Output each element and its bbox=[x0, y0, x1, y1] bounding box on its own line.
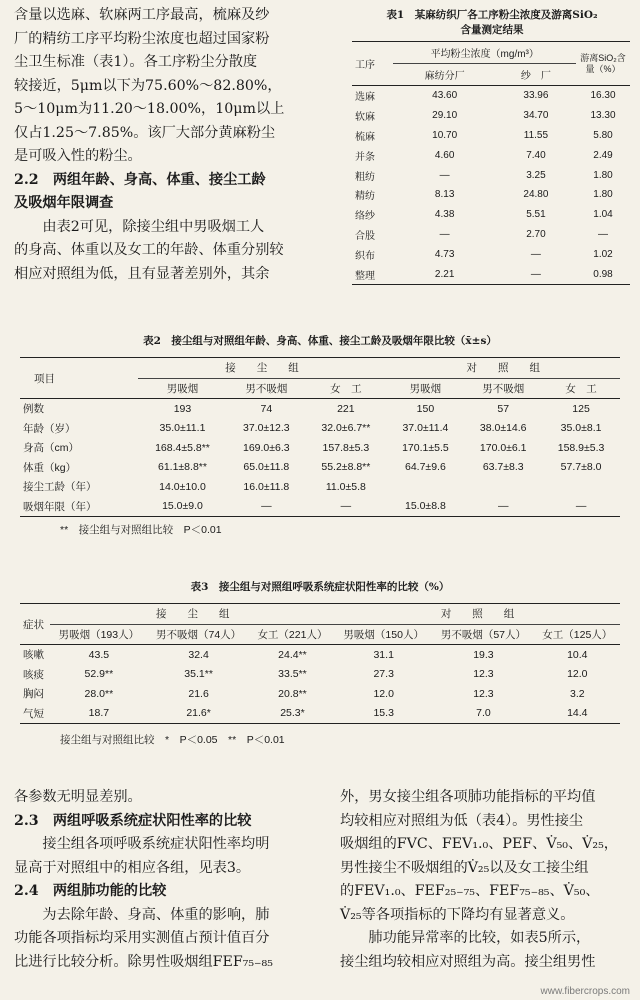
table-cell: 13.30 bbox=[590, 110, 616, 122]
table3-subheader: 男吸烟（193人） bbox=[50, 624, 147, 645]
table-cell: 170.0±6.1 bbox=[479, 441, 527, 454]
table-cell: 1.80 bbox=[593, 189, 613, 201]
table1-block bbox=[352, 8, 632, 285]
table-cell: 18.7 bbox=[88, 707, 110, 720]
table-cell: 12.3 bbox=[473, 668, 494, 681]
table-cell: 168.4±5.8** bbox=[155, 441, 210, 454]
table-cell: 10.4 bbox=[567, 648, 588, 661]
table2-subheader: 男不吸烟 bbox=[227, 378, 305, 399]
table-cell: 16.30 bbox=[590, 90, 616, 102]
table3-caption: 表3 接尘组与对照组呼吸系统症状阳性率的比较（%） bbox=[190, 581, 450, 593]
table-cell: 5.80 bbox=[593, 129, 613, 141]
table3-subheader: 男吸烟（150人） bbox=[335, 624, 432, 645]
paragraph-line: 均较相应对照组为低（表4）。男性接尘 bbox=[340, 812, 584, 829]
table-cell: — bbox=[530, 268, 541, 280]
table-cell bbox=[464, 477, 542, 497]
table-cell: 25.3* bbox=[280, 707, 305, 720]
table-row bbox=[352, 264, 630, 284]
table-cell: 14.4 bbox=[567, 707, 588, 720]
paragraph-line: 接尘组各项呼吸系统症状阳性率均明 bbox=[42, 836, 270, 852]
table-cell: 1.80 bbox=[593, 169, 613, 181]
section-heading: 2.4 两组肺功能的比较 bbox=[14, 883, 167, 899]
table-cell: 19.3 bbox=[473, 648, 494, 661]
table-cell: 15.0±8.8 bbox=[405, 500, 446, 513]
table-cell: 8.13 bbox=[434, 189, 455, 201]
table-cell: 34.70 bbox=[523, 110, 549, 122]
paragraph-line: 厂的精纺工序平均粉尘浓度也超过国家粉 bbox=[14, 30, 270, 47]
table2-subheader: 男吸烟 bbox=[387, 378, 465, 399]
table-cell: — bbox=[598, 228, 608, 240]
table-row bbox=[20, 645, 620, 665]
table2-subheader: 男不吸烟 bbox=[464, 378, 542, 399]
paragraph-line: 为去除年龄、身高、体重的影响，肺 bbox=[42, 906, 270, 923]
table-cell: 11.55 bbox=[523, 129, 549, 141]
table-cell: 33.5** bbox=[278, 668, 307, 681]
table-cell: 年龄（岁） bbox=[23, 422, 76, 435]
table2 bbox=[20, 357, 620, 517]
table-cell: 221 bbox=[337, 402, 355, 415]
watermark: www.fibercrops.com bbox=[540, 986, 630, 997]
table-cell: 3.2 bbox=[570, 687, 585, 700]
table-cell: 合股 bbox=[355, 230, 375, 242]
table-cell bbox=[387, 477, 465, 497]
table-row bbox=[20, 704, 620, 724]
table-cell: 精纺 bbox=[355, 191, 375, 203]
paragraph-line: 由表2可见，除接尘组中男吸烟工人 bbox=[42, 218, 265, 235]
table-cell: 24.80 bbox=[523, 189, 549, 201]
table-cell: 38.0±14.6 bbox=[479, 422, 527, 435]
table-cell: 1.04 bbox=[593, 209, 613, 221]
table-cell: 32.0±6.7** bbox=[321, 422, 371, 435]
table-row bbox=[20, 497, 620, 517]
table-cell: 胸闷 bbox=[23, 688, 44, 701]
table-row bbox=[20, 665, 620, 685]
table-cell: — bbox=[530, 248, 541, 260]
table-cell: 27.3 bbox=[373, 668, 394, 681]
table-cell: — bbox=[497, 500, 509, 513]
table-row bbox=[20, 419, 620, 439]
table-cell: — bbox=[439, 228, 450, 240]
table-cell: 整理 bbox=[355, 270, 375, 282]
table-cell: 1.02 bbox=[593, 248, 613, 260]
table2-subheader: 女 工 bbox=[542, 378, 620, 399]
table3-subheader: 女工（221人） bbox=[250, 624, 335, 645]
table-cell: 接尘工龄（年） bbox=[23, 481, 97, 494]
table-cell: 梳麻 bbox=[355, 131, 375, 143]
paragraph-line: 外，男女接尘组各项肺功能指标的平均值 bbox=[340, 789, 596, 805]
table2-header-item: 项目 bbox=[20, 358, 138, 399]
table-row bbox=[352, 205, 630, 225]
table-cell: 43.60 bbox=[432, 90, 458, 102]
table-row bbox=[20, 458, 620, 478]
table-cell: 粗纺 bbox=[355, 171, 375, 183]
table-row bbox=[352, 86, 630, 106]
table2-subheader: 女 工 bbox=[305, 378, 386, 399]
table1-header-mill: 麻纺分厂 bbox=[393, 64, 495, 86]
table-cell: 身高（cm） bbox=[23, 442, 79, 455]
section-heading: 2.3 两组呼吸系统症状阳性率的比较 bbox=[14, 812, 252, 829]
table-cell: 43.5 bbox=[88, 648, 110, 661]
table-row bbox=[20, 477, 620, 497]
table-cell: 57 bbox=[497, 402, 510, 415]
table-cell: 55.2±8.8** bbox=[321, 461, 371, 474]
table3-block bbox=[20, 580, 620, 747]
table-cell: 选麻 bbox=[355, 92, 375, 104]
table-cell: 7.0 bbox=[476, 707, 491, 720]
paragraph-line: 肺功能异常率的比较，如表5所示， bbox=[368, 930, 591, 946]
table-cell: 3.25 bbox=[526, 169, 546, 181]
table-cell: 12.0 bbox=[567, 668, 588, 681]
table-cell: 20.8** bbox=[278, 687, 307, 700]
table-cell: 织布 bbox=[355, 250, 375, 262]
paragraph-line: 5～10μm为11.20～18.00%，10μm以上 bbox=[14, 101, 285, 117]
paragraph-line: 相应对照组为低，且有显著差别外，其余 bbox=[14, 265, 270, 282]
section-heading: 及吸烟年限调查 bbox=[14, 195, 114, 211]
table-cell: 33.96 bbox=[523, 90, 549, 102]
table-cell: 150 bbox=[416, 402, 435, 415]
table-cell: 15.0±9.0 bbox=[162, 500, 203, 513]
paragraph-line: 仅占1.25～7.85%。该厂大部分黄麻粉尘 bbox=[14, 124, 276, 141]
table-cell: 例数 bbox=[23, 403, 44, 416]
paragraph-line: V̇₂₅等各项指标的下降均有显著意义。 bbox=[340, 906, 575, 923]
table-cell: 125 bbox=[572, 402, 590, 415]
table-cell: 193 bbox=[173, 402, 192, 415]
table-cell: — bbox=[439, 169, 450, 181]
table-cell: 2.21 bbox=[434, 268, 455, 280]
paragraph-line: 吸烟组的FVC、FEV₁.₀、PEF、V̇₅₀、V̇₂₅， bbox=[340, 836, 618, 852]
table-cell: 65.0±11.8 bbox=[243, 461, 290, 474]
table-row bbox=[20, 684, 620, 704]
table-cell: 7.40 bbox=[526, 149, 546, 161]
paragraph-line: 比进行比较分析。除男性吸烟组FEF₇₅₋₈₅ bbox=[14, 953, 273, 970]
table-row bbox=[352, 145, 630, 165]
table-cell: 11.0±5.8 bbox=[325, 480, 366, 493]
paragraph-line: 尘卫生标准（表1）。各工序粉尘分散度 bbox=[14, 54, 258, 70]
table-cell: 10.70 bbox=[432, 129, 458, 141]
table-row bbox=[20, 399, 620, 419]
table-cell: 52.9** bbox=[84, 668, 114, 681]
table-cell: 12.0 bbox=[373, 687, 394, 700]
table-cell: 21.6 bbox=[188, 687, 209, 700]
table-cell: 35.0±8.1 bbox=[560, 422, 602, 435]
paragraph-line: 显高于对照组中的相应各组，见表3。 bbox=[14, 859, 251, 876]
table2-subheader: 男吸烟 bbox=[138, 378, 228, 399]
table-cell: 158.9±5.3 bbox=[557, 441, 605, 454]
table-cell: 咳嗽 bbox=[23, 649, 44, 662]
table-cell: 4.73 bbox=[434, 248, 455, 260]
table1 bbox=[352, 41, 630, 285]
table-row bbox=[352, 165, 630, 185]
table-cell: 气短 bbox=[23, 707, 44, 720]
table-cell: 63.7±8.3 bbox=[482, 461, 524, 474]
table-cell: — bbox=[575, 500, 587, 513]
table-cell: 61.1±8.8** bbox=[157, 461, 207, 474]
bottom-left-column bbox=[14, 786, 334, 974]
table-cell: 并条 bbox=[355, 151, 375, 163]
paragraph-line: 功能各项指标均采用实测值占预计值百分 bbox=[14, 930, 270, 946]
table-cell: 0.98 bbox=[593, 268, 613, 280]
table-cell: 2.70 bbox=[526, 228, 546, 240]
table3 bbox=[20, 603, 620, 724]
table-cell: 5.51 bbox=[526, 209, 546, 221]
table-cell: 16.0±11.8 bbox=[243, 480, 290, 493]
table-row bbox=[352, 185, 630, 205]
paragraph-line: 的身高、体重以及女工的年龄、体重分别较 bbox=[14, 242, 284, 258]
table3-footnote: 接尘组与对照组比较 * P＜0.05 ** P＜0.01 bbox=[60, 734, 285, 746]
table-row bbox=[20, 438, 620, 458]
table-cell: — bbox=[340, 500, 352, 513]
table2-group-exposed: 接 尘 组 bbox=[138, 358, 387, 379]
table-row bbox=[352, 106, 630, 126]
table-cell: 37.0±11.4 bbox=[402, 422, 449, 435]
table-cell: 24.4** bbox=[278, 648, 307, 661]
table1-header-conc: 平均粉尘浓度（mg/m³） bbox=[393, 42, 576, 64]
table3-subheader: 男不吸烟（57人） bbox=[432, 624, 534, 645]
table-cell: 15.3 bbox=[373, 707, 394, 720]
table-row bbox=[352, 244, 630, 264]
paragraph-line: 的FEV₁.₀、FEF₂₅₋₇₅、FEF₇₅₋₈₅、V̇₅₀、 bbox=[340, 883, 600, 899]
table3-subheader: 男不吸烟（74人） bbox=[147, 624, 249, 645]
top-left-column bbox=[14, 4, 340, 286]
table-cell: 64.7±9.6 bbox=[405, 461, 446, 474]
paragraph-line: 较接近，5μm以下为75.60%～82.80%， bbox=[14, 77, 282, 94]
table-cell: 37.0±12.3 bbox=[243, 422, 290, 435]
paragraph-line: 各参数无明显差别。 bbox=[14, 789, 142, 805]
table-cell: 32.4 bbox=[188, 648, 209, 661]
table-cell: 28.0** bbox=[84, 687, 114, 700]
table1-header-process: 工序 bbox=[352, 42, 393, 86]
table-cell: 157.8±5.3 bbox=[322, 441, 370, 454]
table3-group-control: 对 照 组 bbox=[335, 604, 620, 625]
table-cell bbox=[542, 477, 620, 497]
table-cell: 络纱 bbox=[355, 211, 375, 223]
paragraph-line: 含量以选麻、软麻两工序最高，梳麻及纱 bbox=[14, 7, 270, 23]
table2-caption: 表2 接尘组与对照组年龄、身高、体重、接尘工龄及吸烟年限比较（x̄±s） bbox=[143, 335, 497, 347]
table1-caption: 表1 某麻纺织厂各工序粉尘浓度及游离SiO₂ bbox=[386, 9, 598, 21]
table-row bbox=[352, 225, 630, 245]
table-cell: 170.1±5.5 bbox=[402, 441, 449, 454]
table-row bbox=[352, 126, 630, 146]
section-heading: 2.2 两组年龄、身高、体重、接尘工龄 bbox=[14, 171, 266, 188]
table-cell: 体重（kg） bbox=[23, 461, 77, 474]
table2-block bbox=[20, 334, 620, 537]
table2-group-control: 对 照 组 bbox=[387, 358, 621, 379]
table-cell: 4.60 bbox=[434, 149, 455, 161]
table-cell: 29.10 bbox=[432, 110, 458, 122]
table-cell: 咳痰 bbox=[23, 668, 44, 681]
table-cell: 35.1** bbox=[184, 668, 213, 681]
table-cell: 吸烟年限（年） bbox=[23, 500, 97, 513]
paragraph-line: 男性接尘不吸烟组的V̇₂₅以及女工接尘组 bbox=[340, 859, 589, 876]
table-cell: — bbox=[261, 500, 272, 513]
paragraph-line: 接尘组均较相应对照组为高。接尘组男性 bbox=[340, 953, 596, 970]
table-cell: 12.3 bbox=[473, 687, 494, 700]
table-cell: 4.38 bbox=[434, 209, 455, 221]
table-cell: 21.6* bbox=[186, 707, 211, 720]
table1-header-sio2: 游离SiO₂含量（%） bbox=[576, 42, 630, 86]
table-cell: 软麻 bbox=[355, 112, 375, 124]
table3-subheader: 女工（125人） bbox=[535, 624, 620, 645]
table-cell: 2.49 bbox=[593, 149, 613, 161]
table-cell: 57.7±8.0 bbox=[560, 461, 602, 474]
bottom-right-column bbox=[340, 786, 632, 974]
table-cell: 31.1 bbox=[373, 648, 394, 661]
table1-caption: 含量测定结果 bbox=[460, 24, 524, 36]
table1-header-yarn: 纱 厂 bbox=[496, 64, 576, 86]
table3-group-exposed: 接 尘 组 bbox=[50, 604, 335, 625]
table3-header-symptom: 症状 bbox=[20, 604, 50, 645]
table-cell: 14.0±10.0 bbox=[159, 480, 206, 493]
table-cell: 169.0±6.3 bbox=[243, 441, 290, 454]
paragraph-line: 是可吸入性的粉尘。 bbox=[14, 148, 142, 164]
table-cell: 74 bbox=[260, 402, 273, 415]
table-cell: 35.0±11.1 bbox=[159, 422, 206, 435]
table2-footnote: ** 接尘组与对照组比较 P＜0.01 bbox=[60, 524, 222, 536]
